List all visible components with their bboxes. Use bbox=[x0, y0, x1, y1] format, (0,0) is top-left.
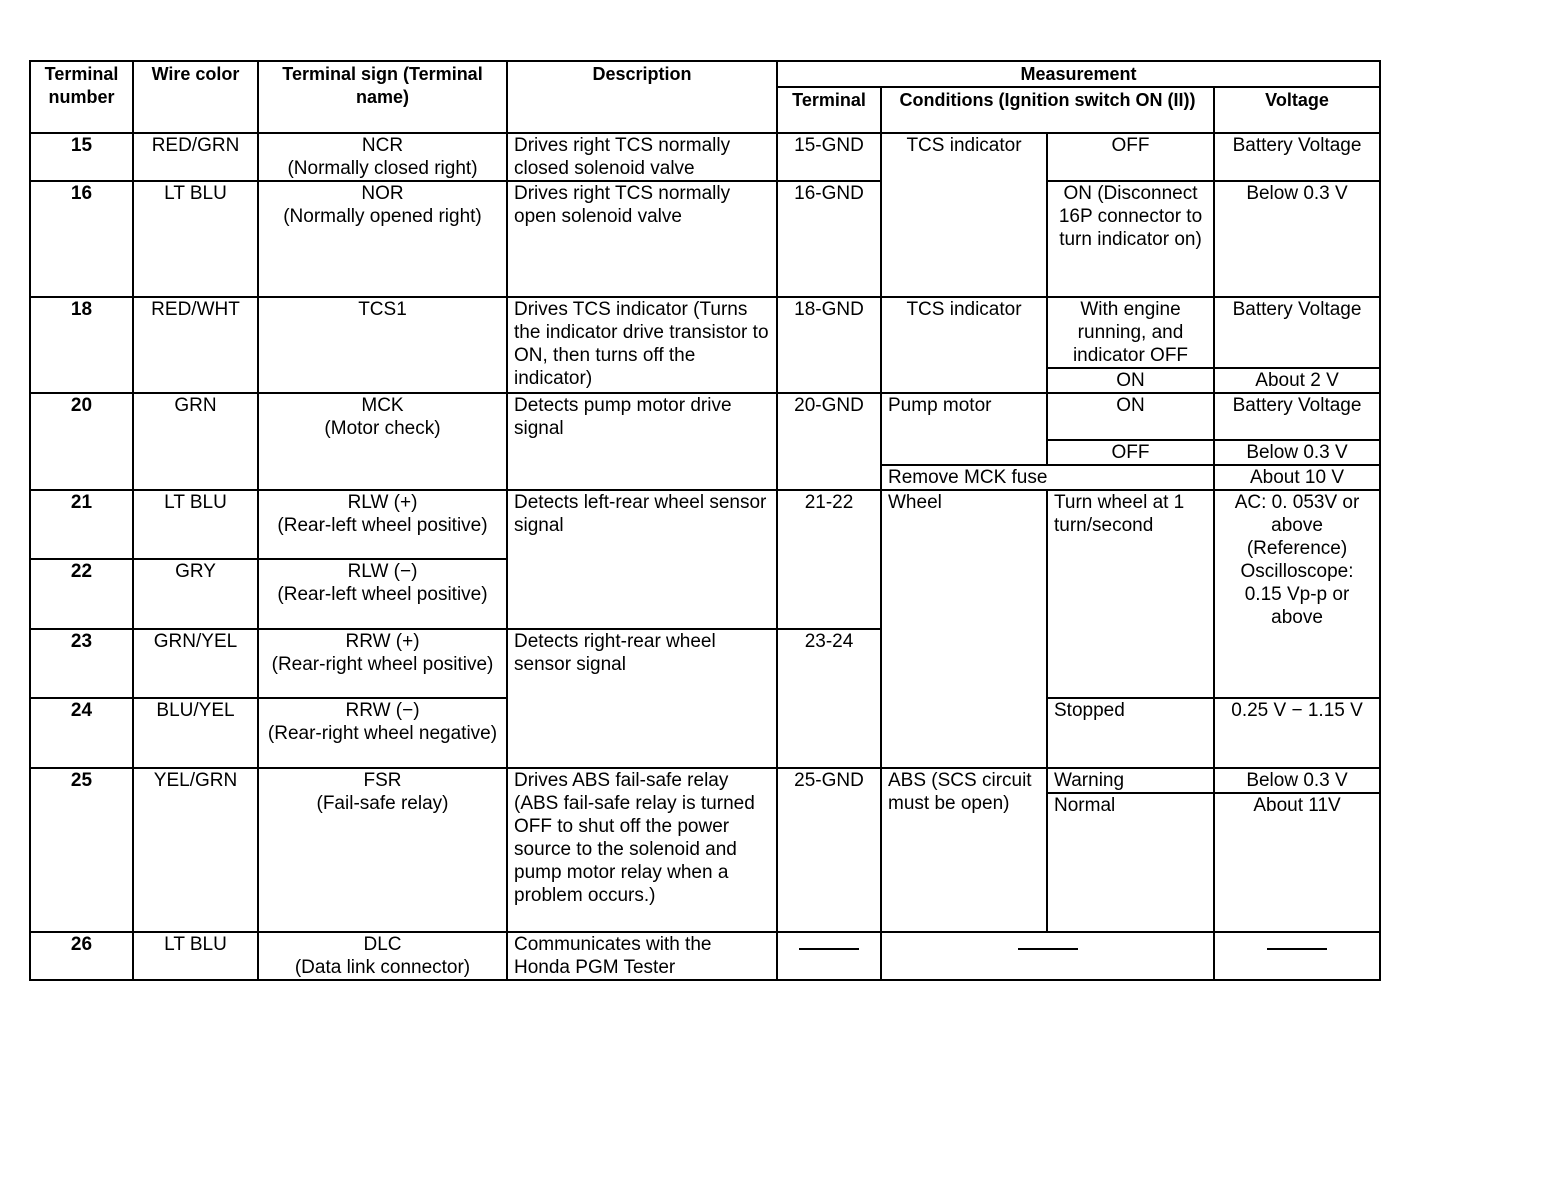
description: Drives right TCS normally open solenoid valve bbox=[507, 181, 777, 297]
description: Communicates with the Honda PGM Tester bbox=[507, 932, 777, 980]
terminal-sign-name: (Fail-safe relay) bbox=[316, 793, 449, 814]
wire-color: GRN bbox=[133, 393, 258, 490]
measurement-terminal: 21-22 bbox=[777, 490, 881, 629]
measurement-terminal: 18-GND bbox=[777, 297, 881, 393]
terminal-number: 15 bbox=[30, 133, 133, 181]
measurement-terminal: 15-GND bbox=[777, 133, 881, 181]
condition-state: ON bbox=[1047, 393, 1214, 440]
header-measurement: Measurement bbox=[777, 61, 1380, 87]
condition-state: ON bbox=[1047, 368, 1214, 393]
empty-dash bbox=[881, 932, 1214, 980]
terminal-sign-name: (Data link connector) bbox=[294, 957, 471, 978]
wire-color: LT BLU bbox=[133, 490, 258, 559]
condition-state: Warning bbox=[1047, 768, 1214, 793]
header-wire-color: Wire color bbox=[133, 61, 258, 133]
table-row bbox=[30, 490, 1380, 559]
terminal-sign-code: DLC bbox=[363, 934, 402, 955]
header-terminal: Terminal bbox=[777, 87, 881, 133]
terminal-sign-code: RLW (+) bbox=[347, 492, 418, 513]
header-conditions-line1: Conditions bbox=[899, 90, 994, 110]
condition-component: TCS indicator bbox=[881, 133, 1047, 297]
voltage: Below 0.3 V bbox=[1214, 181, 1380, 297]
voltage: Battery Voltage bbox=[1214, 297, 1380, 368]
measurement-terminal: 23-24 bbox=[777, 629, 881, 768]
description: Drives right TCS normally closed solenoid valve bbox=[507, 133, 777, 181]
terminal-sign bbox=[258, 559, 507, 629]
measurement-terminal: 20-GND bbox=[777, 393, 881, 490]
wire-color: GRN/YEL bbox=[133, 629, 258, 698]
terminal-number: 22 bbox=[30, 559, 133, 629]
condition-component: ABS (SCS circuit must be open) bbox=[881, 768, 1047, 932]
description: Detects left-rear wheel sensor signal bbox=[507, 490, 777, 629]
voltage: Below 0.3 V bbox=[1214, 440, 1380, 465]
header-description: Description bbox=[507, 61, 777, 133]
wire-color: BLU/YEL bbox=[133, 698, 258, 768]
wire-color: YEL/GRN bbox=[133, 768, 258, 932]
terminal-sign-code: NCR bbox=[361, 135, 404, 156]
terminal-sign-code: FSR bbox=[363, 770, 402, 791]
terminal-number: 16 bbox=[30, 181, 133, 297]
terminal-number: 26 bbox=[30, 932, 133, 980]
table-row bbox=[30, 393, 1380, 440]
terminal-sign bbox=[258, 490, 507, 559]
wire-color: LT BLU bbox=[133, 932, 258, 980]
header-terminal-sign-line1: Terminal sign bbox=[282, 64, 398, 84]
terminal-number: 25 bbox=[30, 768, 133, 932]
header-conditions bbox=[881, 87, 1214, 133]
table-row bbox=[30, 181, 1380, 297]
terminal-sign-code: RRW (+) bbox=[345, 631, 420, 652]
terminal-sign-name: (Rear-right wheel negative) bbox=[267, 723, 498, 744]
condition-state: With engine running, and indicator OFF bbox=[1047, 297, 1214, 368]
table-row bbox=[30, 932, 1380, 980]
description: Detects pump motor drive signal bbox=[507, 393, 777, 490]
header-voltage: Voltage bbox=[1214, 87, 1380, 133]
terminal-number: 18 bbox=[30, 297, 133, 393]
terminal-number: 21 bbox=[30, 490, 133, 559]
header-conditions-line2: (Ignition switch ON (II)) bbox=[998, 90, 1196, 110]
description: Drives ABS fail-safe relay (ABS fail-safe relay is turned OFF to shut off the power source to the solenoid and pump motor relay when a problem occurs.) bbox=[507, 768, 777, 932]
terminal-sign-name: (Normally opened right) bbox=[283, 206, 482, 227]
description: Drives TCS indicator (Turns the indicator drive transistor to ON, then turns off the indicator) bbox=[507, 297, 777, 393]
voltage: Battery Voltage bbox=[1214, 393, 1380, 440]
header-terminal-sign bbox=[258, 61, 507, 133]
terminal-sign-name: (Rear-right wheel positive) bbox=[271, 654, 494, 675]
wire-color: GRY bbox=[133, 559, 258, 629]
terminal-sign bbox=[258, 393, 507, 490]
condition-state: ON (Disconnect 16P connector to turn indicator on) bbox=[1047, 181, 1214, 297]
table-row bbox=[30, 133, 1380, 181]
measurement-terminal: 16-GND bbox=[777, 181, 881, 297]
terminal-sign-name: (Rear-left wheel positive) bbox=[277, 515, 488, 536]
wire-color: RED/WHT bbox=[133, 297, 258, 393]
terminal-sign-code: MCK bbox=[361, 395, 404, 416]
wire-color: LT BLU bbox=[133, 181, 258, 297]
terminal-number: 24 bbox=[30, 698, 133, 768]
condition-component: Wheel bbox=[881, 490, 1047, 768]
terminal-sign-code: RLW (−) bbox=[347, 561, 418, 582]
voltage: Battery Voltage bbox=[1214, 133, 1380, 181]
measurement-terminal: 25-GND bbox=[777, 768, 881, 932]
terminal-sign bbox=[258, 768, 507, 932]
condition-state: OFF bbox=[1047, 440, 1214, 465]
voltage: 0.25 V − 1.15 V bbox=[1214, 698, 1380, 768]
terminal-sign bbox=[258, 932, 507, 980]
condition-component: Remove MCK fuse bbox=[881, 465, 1214, 490]
condition-component: TCS indicator bbox=[881, 297, 1047, 393]
terminal-sign-code: RRW (−) bbox=[345, 700, 420, 721]
condition-state: Normal bbox=[1047, 793, 1214, 932]
condition-state: Stopped bbox=[1047, 698, 1214, 768]
table-row bbox=[30, 768, 1380, 793]
header-terminal-number: Terminal number bbox=[30, 61, 133, 133]
empty-dash bbox=[1214, 932, 1380, 980]
terminal-sign bbox=[258, 133, 507, 181]
table-row bbox=[30, 297, 1380, 368]
terminal-table bbox=[29, 60, 1381, 981]
terminal-sign-name: (Normally closed right) bbox=[287, 158, 478, 179]
terminal-sign-name: (Rear-left wheel positive) bbox=[277, 584, 488, 605]
condition-component: Pump motor bbox=[881, 393, 1047, 465]
terminal-sign-name: (Motor check) bbox=[324, 418, 441, 439]
wire-color: RED/GRN bbox=[133, 133, 258, 181]
terminal-sign bbox=[258, 181, 507, 297]
terminal-number: 23 bbox=[30, 629, 133, 698]
terminal-sign-code: NOR bbox=[361, 183, 404, 204]
voltage: About 11V bbox=[1214, 793, 1380, 932]
voltage: Below 0.3 V bbox=[1214, 768, 1380, 793]
terminal-sign bbox=[258, 698, 507, 768]
terminal-sign bbox=[258, 629, 507, 698]
voltage: AC: 0. 053V or above (Reference) Oscilloscope: 0.15 Vp-p or above bbox=[1214, 490, 1380, 698]
header-terminal-sign-line2: (Terminal name) bbox=[355, 64, 483, 107]
terminal-number: 20 bbox=[30, 393, 133, 490]
empty-dash bbox=[777, 932, 881, 980]
condition-state: Turn wheel at 1 turn/second bbox=[1047, 490, 1214, 698]
voltage: About 2 V bbox=[1214, 368, 1380, 393]
description: Detects right-rear wheel sensor signal bbox=[507, 629, 777, 768]
terminal-sign: TCS1 bbox=[258, 297, 507, 393]
voltage: About 10 V bbox=[1214, 465, 1380, 490]
condition-state: OFF bbox=[1047, 133, 1214, 181]
